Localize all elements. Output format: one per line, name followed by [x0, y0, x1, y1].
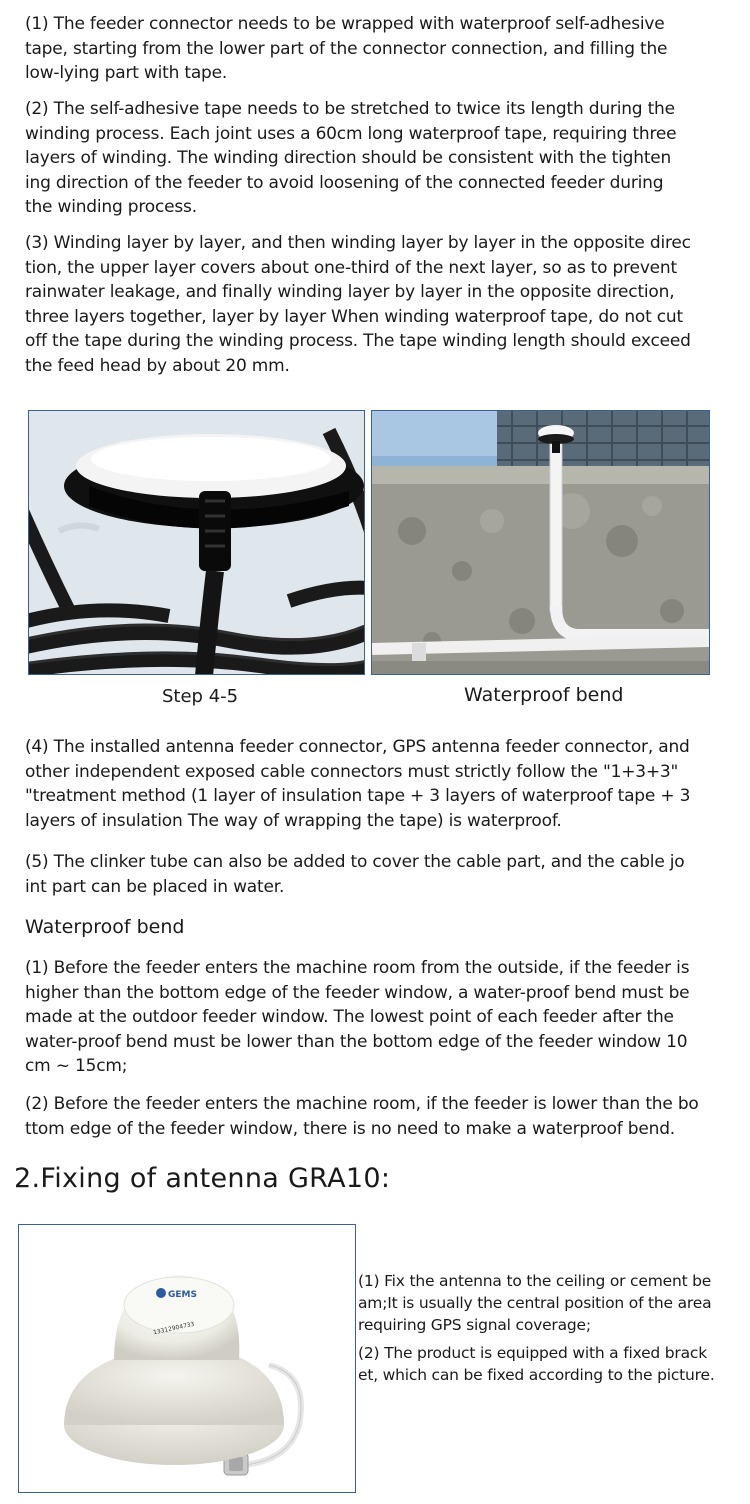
note-fix-antenna: (1) Fix the antenna to the ceiling or cement be am;It is usually the central position of the area requiring GPS signal coverage; — [358, 1272, 712, 1334]
caption-waterproof-bend: Waterproof bend — [464, 684, 624, 706]
antenna-brand-label: GEMS — [168, 1290, 197, 1300]
paragraph-step-3: (3) Winding layer by layer, and then winding layer by layer in the opposite direc tion, the upper layer covers about one-third of the next layer, so as to prevent rainwater leakage, and finally winding layer by layer in the opposite direction, three layers together, layer by layer When winding waterproof tape, do not cut off the tape during the winding process. The tape winding length should exceed the feed head by about 20 mm. — [25, 233, 691, 376]
heading-waterproof-bend: Waterproof bend — [25, 916, 185, 938]
section-heading-fixing-gra10: 2.Fixing of antenna GRA10: — [14, 1163, 391, 1194]
photo-step-4-5 — [28, 410, 365, 675]
paragraph-step-5: (5) The clinker tube can also be added to cover the cable part, and the cable jo int part can be placed in water. — [25, 852, 685, 897]
paragraph-bend-2: (2) Before the feeder enters the machine room, if the feeder is lower than the bo ttom edge of the feeder window, there is no need to make a waterproof bend. — [25, 1094, 699, 1139]
antenna-phone-label: 13312904733 — [152, 1320, 196, 1337]
paragraph-step-2: (2) The self-adhesive tape needs to be stretched to twice its length during the winding process. Each joint uses a 60cm long waterproof tape, requiring three layers of winding. The winding direction should be consistent with the tighten ing direction of the feeder to avoid loosening of the connected feeder during the winding process. — [25, 99, 677, 217]
caption-step-4-5: Step 4-5 — [162, 686, 239, 707]
paragraph-step-4: (4) The installed antenna feeder connector, GPS antenna feeder connector, and other independent exposed cable connectors must strictly follow the "1+3+3" "treatment method (1 layer of insulation tape + 3 layers of waterproof tape + 3 layers of insulation The way of wrapping the tape) is waterproof. — [25, 737, 691, 831]
note-fixed-bracket: (2) The product is equipped with a fixed brack et, which can be fixed according to the picture. — [358, 1344, 715, 1384]
paragraph-bend-1: (1) Before the feeder enters the machine room from the outside, if the feeder is higher than the bottom edge of the feeder window, a water-proof bend must be made at the outdoor feeder window. The lowest point of each feeder after the water-proof bend must be lower than the bottom edge of the feeder window 10 cm ~ 15cm; — [25, 958, 690, 1076]
photo-waterproof-bend — [371, 410, 710, 675]
photo-gra10-antenna — [18, 1224, 356, 1493]
paragraph-step-1: (1) The feeder connector needs to be wrapped with waterproof self-adhesive tape, starting from the lower part of the connector connection, and filling the low-lying part with tape. — [25, 14, 668, 83]
